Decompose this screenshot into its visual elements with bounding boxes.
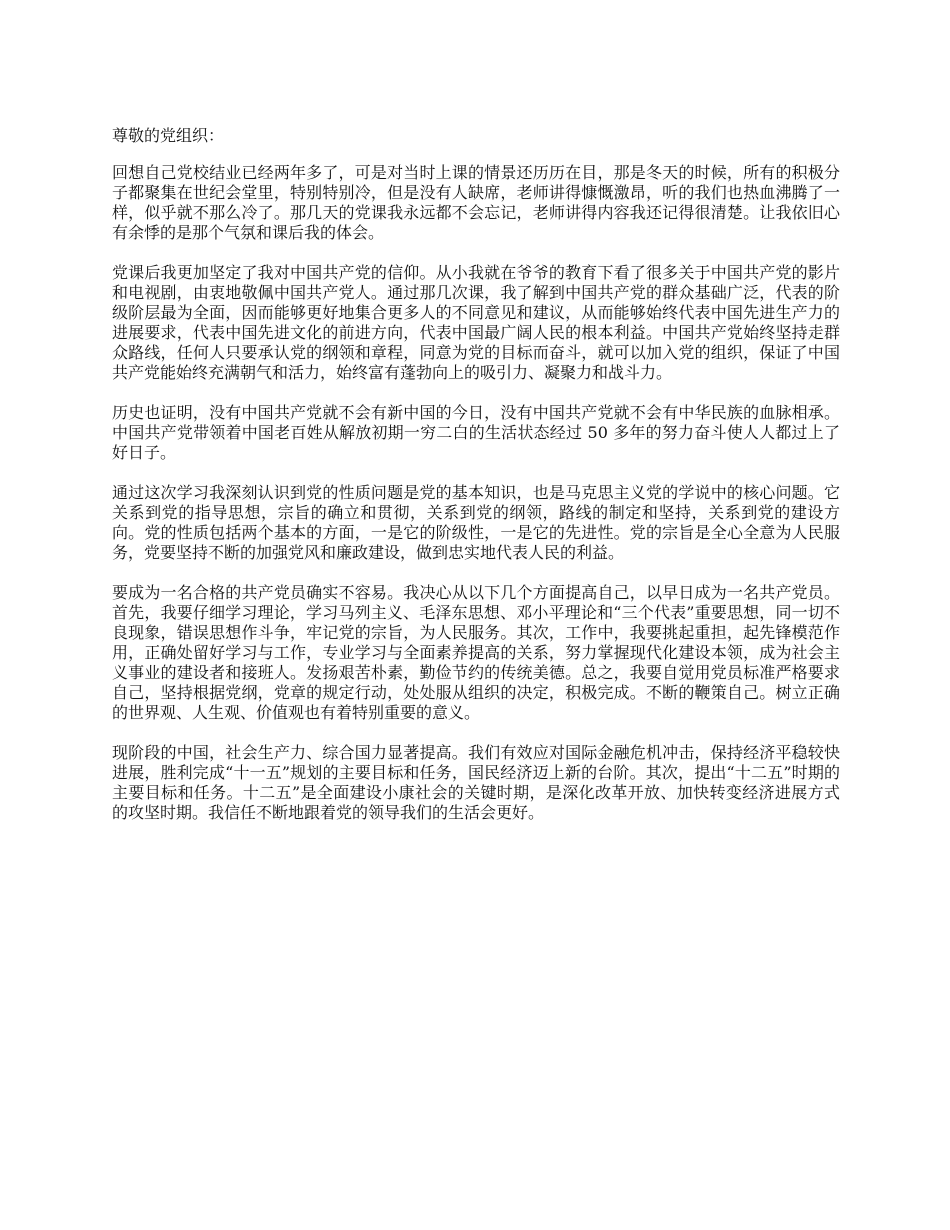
paragraph-5: 要成为一名合格的共产党员确实不容易。我决心从以下几个方面提高自己，以早日成为一名共产党员。首先，我要仔细学习理论，学习马列主义、毛泽东思想、邓小平理论和“三个代表”重要思想，同一切不良现象，错误思想作斗争，牢记党的宗旨，为人民服务。其次，工作中，我要挑起重担，起先锋模范作用，正确处留好学习与工作，专业学习与全面素养提高的关系，努力掌握现代化建设本领，成为社会主义事业的建设者和接班人。发扬艰苦朴素，勤俭节约的传统美德。总之，我要自觉用党员标准严格要求自己，坚持根据党纲，党章的规定行动，处处服从组织的决定，积极完成。不断的鞭策自己。树立正确的世界观、人生观、价值观也有着特别重要的意义。	[112, 583, 840, 722]
greeting-line: 尊敬的党组织：	[112, 126, 225, 145]
document-body	[112, 126, 840, 843]
paragraph-3: 历史也证明，没有中国共产党就不会有新中国的今日，没有中国共产党就不会有中华民族的血脉相承。中国共产党带领着中国老百姓从解放初期一穷二白的生活状态经过 50 多年的努力奋斗使人人都过上了好日子。	[112, 403, 840, 462]
paragraph-4: 通过这次学习我深刻认识到党的性质问题是党的基本知识，也是马克思主义党的学说中的核心问题。它关系到党的指导思想，宗旨的确立和贯彻，关系到党的纲领，路线的制定和坚持，关系到党的建设方向。党的性质包括两个基本的方面，一是它的阶级性，一是它的先进性。党的宗旨是全心全意为人民服务，党要坚持不断的加强党风和廉政建设，做到忠实地代表人民的利益。	[112, 483, 840, 562]
paragraph-1: 回想自己党校结业已经两年多了，可是对当时上课的情景还历历在目，那是冬天的时候，所有的积极分子都聚集在世纪会堂里，特别特别冷，但是没有人缺席，老师讲得慷慨激昂，听的我们也热血沸腾了一样，似乎就不那么冷了。那几天的党课我永远都不会忘记，老师讲得内容我还记得很清楚。让我依旧心有余悸的是那个气氛和课后我的体会。	[112, 163, 840, 242]
paragraph-6: 现阶段的中国，社会生产力、综合国力显著提高。我们有效应对国际金融危机冲击，保持经济平稳较快进展，胜利完成“十一五”规划的主要目标和任务，国民经济迈上新的台阶。其次，提出“十二五”时期的主要目标和任务。十二五”是全面建设小康社会的关键时期，是深化改革开放、加快转变经济进展方式的攻坚时期。我信任不断地跟着党的领导我们的生活会更好。	[112, 743, 840, 822]
paragraph-2: 党课后我更加坚定了我对中国共产党的信仰。从小我就在爷爷的教育下看了很多关于中国共产党的影片和电视剧，由衷地敬佩中国共产党人。通过那几次课，我了解到中国共产党的群众基础广泛，代表的阶级阶层最为全面，因而能够更好地集合更多人的不同意见和建议，从而能够始终代表中国先进生产力的进展要求，代表中国先进文化的前进方向，代表中国最广阔人民的根本利益。中国共产党始终坚持走群众路线，任何人只要承认党的纲领和章程，同意为党的目标而奋斗，就可以加入党的组织，保证了中国共产党能始终充满朝气和活力，始终富有蓬勃向上的吸引力、凝聚力和战斗力。	[112, 263, 840, 382]
